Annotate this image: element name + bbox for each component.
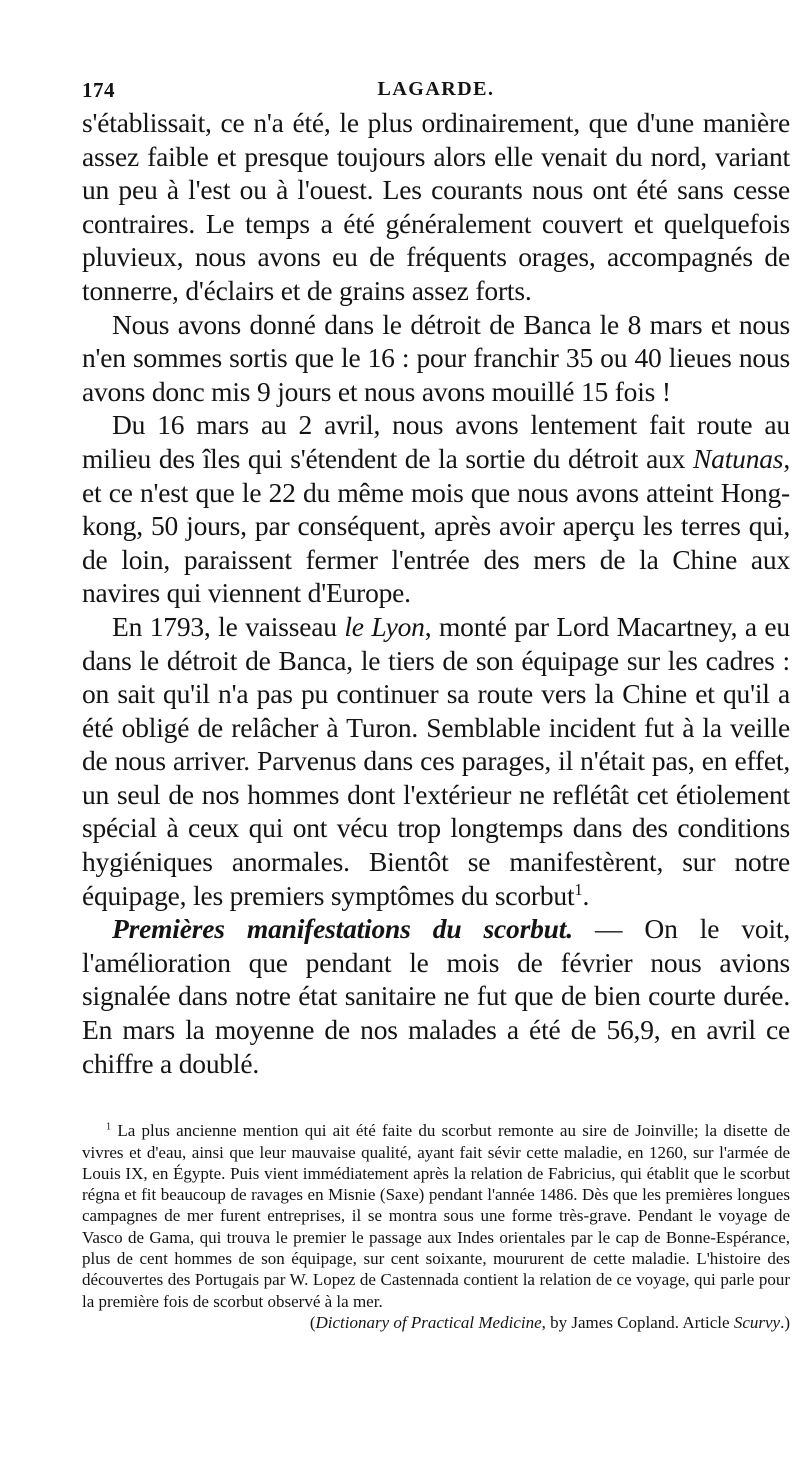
footnote-citation (82, 1312, 790, 1333)
paragraph-3-text-a: Du 16 mars au 2 avril, nous avons lentement fait route au milieu des îles qui s'étendent de la sortie du détroit aux (82, 409, 790, 474)
citation-title: Dictionary of Practical Medicine (315, 1312, 542, 1332)
footnote-reference: 1 (574, 879, 583, 899)
paragraph-1: s'établissait, ce n'a été, le plus ordinairement, que d'une manière assez faible et presque toujours alors elle venait du nord, variant un peu à l'est ou à l'ouest. Les courants nous ont été sans cesse contraires. Le temps a été généralement couvert et quelquefois pluvieux, nous avons eu de fréquents orages, accompagnés de tonnerre, d'éclairs et de grains assez forts. (82, 107, 790, 306)
paragraph-5-text: — On le voit, l'amélioration que pendant le mois de février nous avions signalée dans notre état sanitaire ne fut que de bien courte durée. En mars la moyenne de nos malades a été de 56,9, en avril ce chiffre a doublé. (82, 913, 791, 1079)
section-heading: Premières manifestations du scorbut. (112, 913, 573, 945)
paragraph-3-text-b: , et ce n'est que le 22 du même mois que nous avons atteint Hong-kong, 50 jours, par conséquent, après avoir aperçu les terres qui, de loin, paraissent fermer l'entrée des mers de la Chine aux navires qui viennent d'Europe. (82, 442, 790, 609)
book-page (82, 70, 790, 1333)
citation-mid: , by James Copland. Article (541, 1312, 734, 1332)
citation-article: Scurvy (733, 1312, 781, 1332)
body-text (82, 106, 790, 1080)
paragraph-4-text-b: , monté par Lord Macartney, a eu dans le détroit de Banca, le tiers de son équipage sur les cadres : on sait qu'il n'a pas pu continuer sa route vers la Chine et qu'il a été obligé de relâcher à Turon. Semblable incident fut à la veille de nous arriver. Parvenus dans ces parages, il n'était pas, en effet, un seul de nos hommes dont l'extérieur ne reflétât cet étiolement spécial à ceux qui ont vécu trop longtemps dans des conditions hygiéniques anormales. Bientôt se manifestèrent, sur notre équipage, les premiers symptômes du scorbut (82, 610, 790, 911)
footnote-marker: 1 (106, 1121, 112, 1133)
footnote-text: La plus ancienne mention qui ait été faite du scorbut remonte au sire de Joinville; la disette de vivres et d'eau, ainsi que leur mauvaise qualité, ayant fait sévir cette maladie, en 1260, sur l'armée de Louis IX, en Égypte. Puis vient immédiatement après la relation de Fabricius, qui établit que le scorbut régna et fit beaucoup de ravages en Misnie (Saxe) pendant l'année 1486. Dès que les premières longues campagnes de mer furent entreprises, il se montra sous une forme très-grave. Pendant le voyage de Vasco de Gama, qui trouva le premier le passage aux Indes orientales par le cap de Bonne-Espérance, plus de cent hommes de son équipage, sur cent soixante, moururent de cette maladie. L'histoire des découvertes des Portugais par W. Lopez de Castennada contient la relation de ce voyage, qui parle pour la première fois de scorbut observé à la mer. (82, 1121, 790, 1311)
paragraph-3 (82, 408, 790, 610)
page-header (82, 70, 790, 106)
paragraph-4 (82, 610, 790, 912)
footnotes (82, 1120, 790, 1333)
paragraph-4-end: . (582, 879, 590, 911)
paragraph-2: Nous avons donné dans le détroit de Banca le 8 mars et nous n'en sommes sortis que le 16 : pour franchir 35 ou 40 lieues nous avons donc mis 9 jours et nous avons mouillé 15 fois ! (82, 308, 790, 407)
page-number: 174 (82, 78, 115, 102)
citation-open: ( (309, 1312, 316, 1332)
paragraph-4-text-a: En 1793, le vaisseau (112, 610, 345, 642)
running-head: LAGARDE. (377, 78, 495, 100)
paragraph-5 (82, 912, 790, 1080)
citation-close: .) (780, 1312, 790, 1332)
footnote-1 (82, 1120, 790, 1312)
paragraph-3-italic-place: Natunas (693, 442, 784, 474)
paragraph-4-italic-ship: le Lyon (344, 610, 425, 642)
